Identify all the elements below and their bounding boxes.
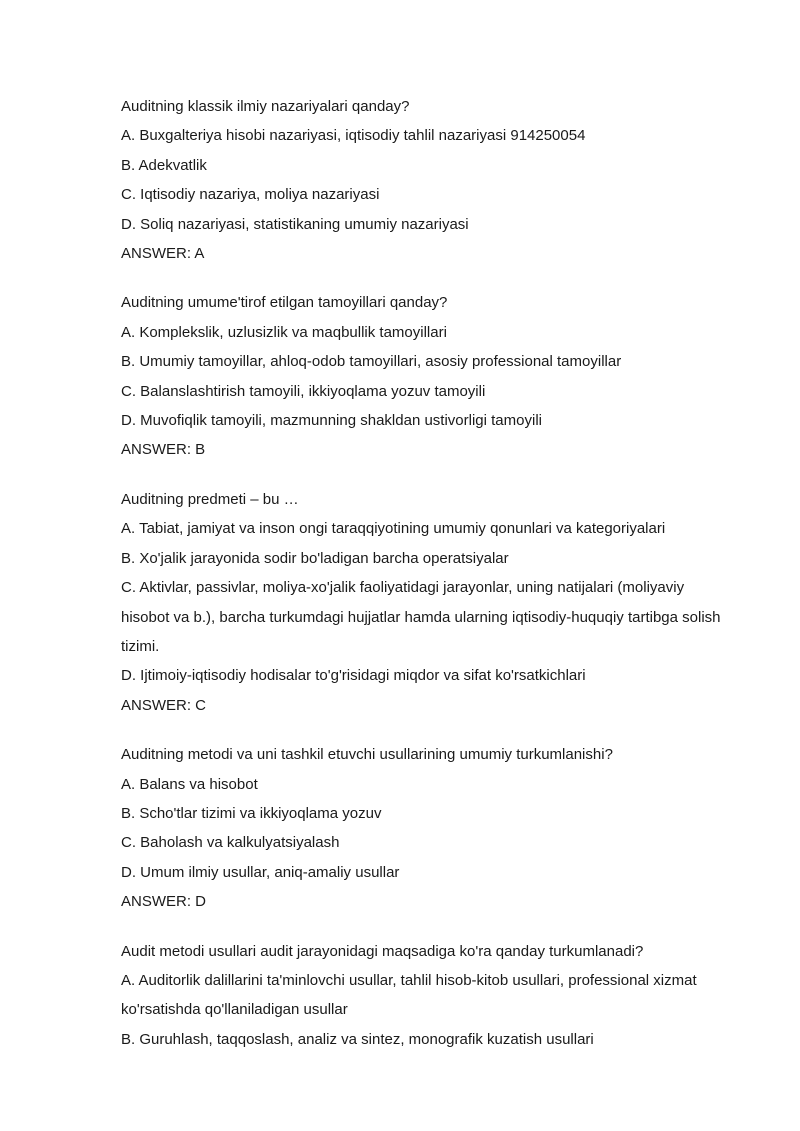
answer-line: ANSWER: C (121, 696, 207, 714)
question-block-2 (121, 288, 741, 464)
document-page (121, 92, 741, 1074)
option-d: D. Ijtimoiy-iqtisodiy hodisalar to'g'risidagi miqdor va sifat ko'rsatkichlari (121, 667, 586, 685)
question-text: Auditning metodi va uni tashkil etuvchi usullarining umumiy turkumlanishi? (121, 746, 613, 764)
option-a: A. Balans va hisobot (121, 775, 258, 793)
option-c: C. Iqtisodiy nazariya, moliya nazariyasi (121, 186, 380, 204)
option-b: B. Xo'jalik jarayonida sodir bo'ladigan barcha operatsiyalar (121, 549, 509, 567)
option-b: B. Umumiy tamoyillar, ahloq-odob tamoyillari, asosiy professional tamoyillar (121, 353, 622, 371)
question-text: Auditning predmeti – bu … (121, 490, 299, 508)
answer-line: ANSWER: A (121, 245, 205, 263)
question-block-4 (121, 740, 741, 916)
question-block-3 (121, 485, 741, 720)
question-text: Auditning umume'tirof etilgan tamoyillari qanday? (121, 294, 448, 312)
question-block-1 (121, 92, 741, 268)
option-d: D. Umum ilmiy usullar, aniq-amaliy usullar (121, 863, 400, 881)
option-b: B. Guruhlash, taqqoslash, analiz va sintez, monografik kuzatish usullari (121, 1030, 594, 1048)
option-c: C. Baholash va kalkulyatsiyalash (121, 834, 340, 852)
question-text: Audit metodi usullari audit jarayonidagi maqsadiga ko'ra qanday turkumlanadi? (121, 942, 644, 960)
option-a: A. Tabiat, jamiyat va inson ongi taraqqiyotining umumiy qonunlari va kategoriyalari (121, 520, 666, 538)
answer-line: ANSWER: B (121, 441, 206, 459)
option-a: A. Buxgalteriya hisobi nazariyasi, iqtisodiy tahlil nazariyasi 914250054 (121, 127, 586, 145)
option-c: C. Aktivlar, passivlar, moliya-xo'jalik faoliyatidagi jarayonlar, uning natijalari (moliyaviy hisobot va b.), barcha turkumdagi hujjatlar hamda ularning iqtisodiy-huquqiy tartibga solish tizimi. (121, 579, 721, 655)
answer-line: ANSWER: D (121, 893, 207, 911)
option-b: B. Scho'tlar tizimi va ikkiyoqlama yozuv (121, 804, 382, 822)
option-b: B. Adekvatlik (121, 156, 207, 174)
option-d: D. Soliq nazariyasi, statistikaning umumiy nazariyasi (121, 215, 469, 233)
question-block-5 (121, 937, 741, 1055)
option-d: D. Muvofiqlik tamoyili, mazmunning shakldan ustivorligi tamoyili (121, 412, 542, 430)
option-c: C. Balanslashtirish tamoyili, ikkiyoqlama yozuv tamoyili (121, 382, 486, 400)
option-a: A. Auditorlik dalillarini ta'minlovchi usullar, tahlil hisob-kitob usullari, professional xizmat ko'rsatishda qo'llaniladigan usullar (121, 971, 697, 1019)
option-a: A. Komplekslik, uzlusizlik va maqbullik tamoyillari (121, 323, 447, 341)
question-text: Auditning klassik ilmiy nazariyalari qanday? (121, 98, 410, 115)
